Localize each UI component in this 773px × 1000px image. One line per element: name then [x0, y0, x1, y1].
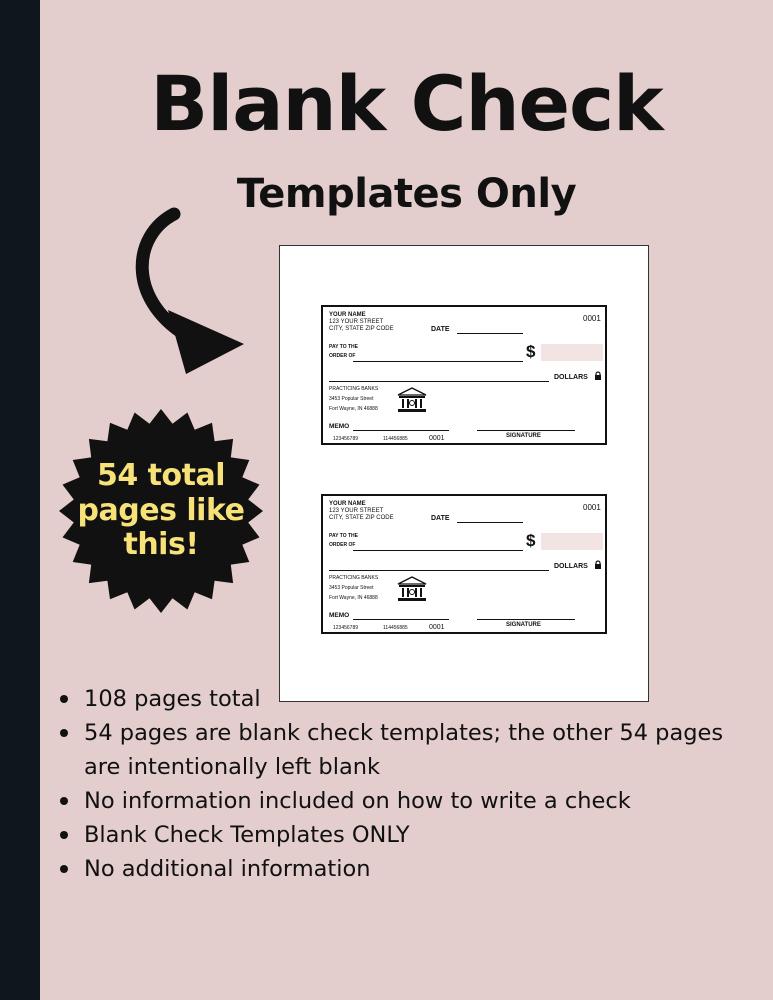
bank-street: 3453 Popular Street — [329, 396, 374, 402]
memo-label: MEMO — [329, 423, 350, 430]
pay-to-label: PAY TO THE — [329, 344, 358, 350]
account-number: 114456885 — [383, 625, 408, 631]
signature-label: SIGNATURE — [506, 433, 541, 439]
check-number: 0001 — [583, 503, 601, 512]
bank-street: 3453 Popular Street — [329, 585, 374, 591]
order-of-label: ORDER OF — [329, 542, 356, 548]
badge-line: this! — [123, 527, 199, 563]
payee-line — [353, 361, 523, 362]
memo-line — [353, 619, 449, 620]
list-item: 108 pages total — [58, 682, 758, 716]
date-label: DATE — [431, 326, 450, 333]
badge-line: 54 total — [96, 458, 225, 494]
lock-icon — [594, 371, 602, 381]
check-template — [321, 494, 607, 634]
account-holder-name: YOUR NAME — [329, 312, 366, 318]
book-spine — [0, 0, 40, 1000]
signature-label: SIGNATURE — [506, 622, 541, 628]
check-number-micr: 0001 — [429, 435, 445, 442]
badge-line: pages like — [77, 492, 245, 528]
badge-text — [58, 408, 264, 614]
bank-name: PRACTICING BANKS — [329, 575, 379, 581]
dollar-sign: $ — [526, 342, 536, 361]
routing-number: 123456789 — [333, 625, 359, 631]
account-holder-city: CITY, STATE ZIP CODE — [329, 326, 394, 332]
amount-box — [541, 344, 603, 361]
bank-city: Fort Wayne, IN 46888 — [329, 595, 378, 601]
dollars-label: DOLLARS — [554, 374, 588, 381]
list-item: Blank Check Templates ONLY — [58, 818, 758, 852]
signature-line — [477, 430, 575, 431]
date-line — [457, 333, 523, 334]
dollars-label: DOLLARS — [554, 563, 588, 570]
bank-building-icon — [397, 387, 427, 413]
memo-line — [353, 430, 449, 431]
memo-label: MEMO — [329, 612, 350, 619]
cover-subtitle: Templates Only — [236, 171, 577, 217]
written-amount-line — [329, 570, 549, 571]
order-of-label: ORDER OF — [329, 353, 356, 359]
account-holder-name: YOUR NAME — [329, 501, 366, 507]
account-holder-street: 123 YOUR STREET — [329, 508, 384, 514]
bank-city: Fort Wayne, IN 46888 — [329, 406, 378, 412]
dollar-sign: $ — [526, 531, 536, 550]
check-number-micr: 0001 — [429, 624, 445, 631]
date-line — [457, 522, 523, 523]
amount-box — [541, 533, 603, 550]
signature-line — [477, 619, 575, 620]
curved-arrow-icon — [128, 206, 258, 381]
account-number: 114456885 — [383, 436, 408, 442]
check-template — [321, 305, 607, 445]
check-number: 0001 — [583, 314, 601, 323]
list-item: No information included on how to write a check — [58, 784, 758, 818]
payee-line — [353, 550, 523, 551]
list-item: No additional information — [58, 852, 758, 886]
bank-building-icon — [397, 576, 427, 602]
cover-title: Blank Check — [150, 59, 663, 148]
feature-list — [58, 682, 758, 886]
date-label: DATE — [431, 515, 450, 522]
pay-to-label: PAY TO THE — [329, 533, 358, 539]
account-holder-street: 123 YOUR STREET — [329, 319, 384, 325]
account-holder-city: CITY, STATE ZIP CODE — [329, 515, 394, 521]
list-item: 54 pages are blank check templates; the other 54 pages are intentionally left blank — [58, 716, 758, 784]
routing-number: 123456789 — [333, 436, 359, 442]
lock-icon — [594, 560, 602, 570]
written-amount-line — [329, 381, 549, 382]
bank-name: PRACTICING BANKS — [329, 386, 379, 392]
